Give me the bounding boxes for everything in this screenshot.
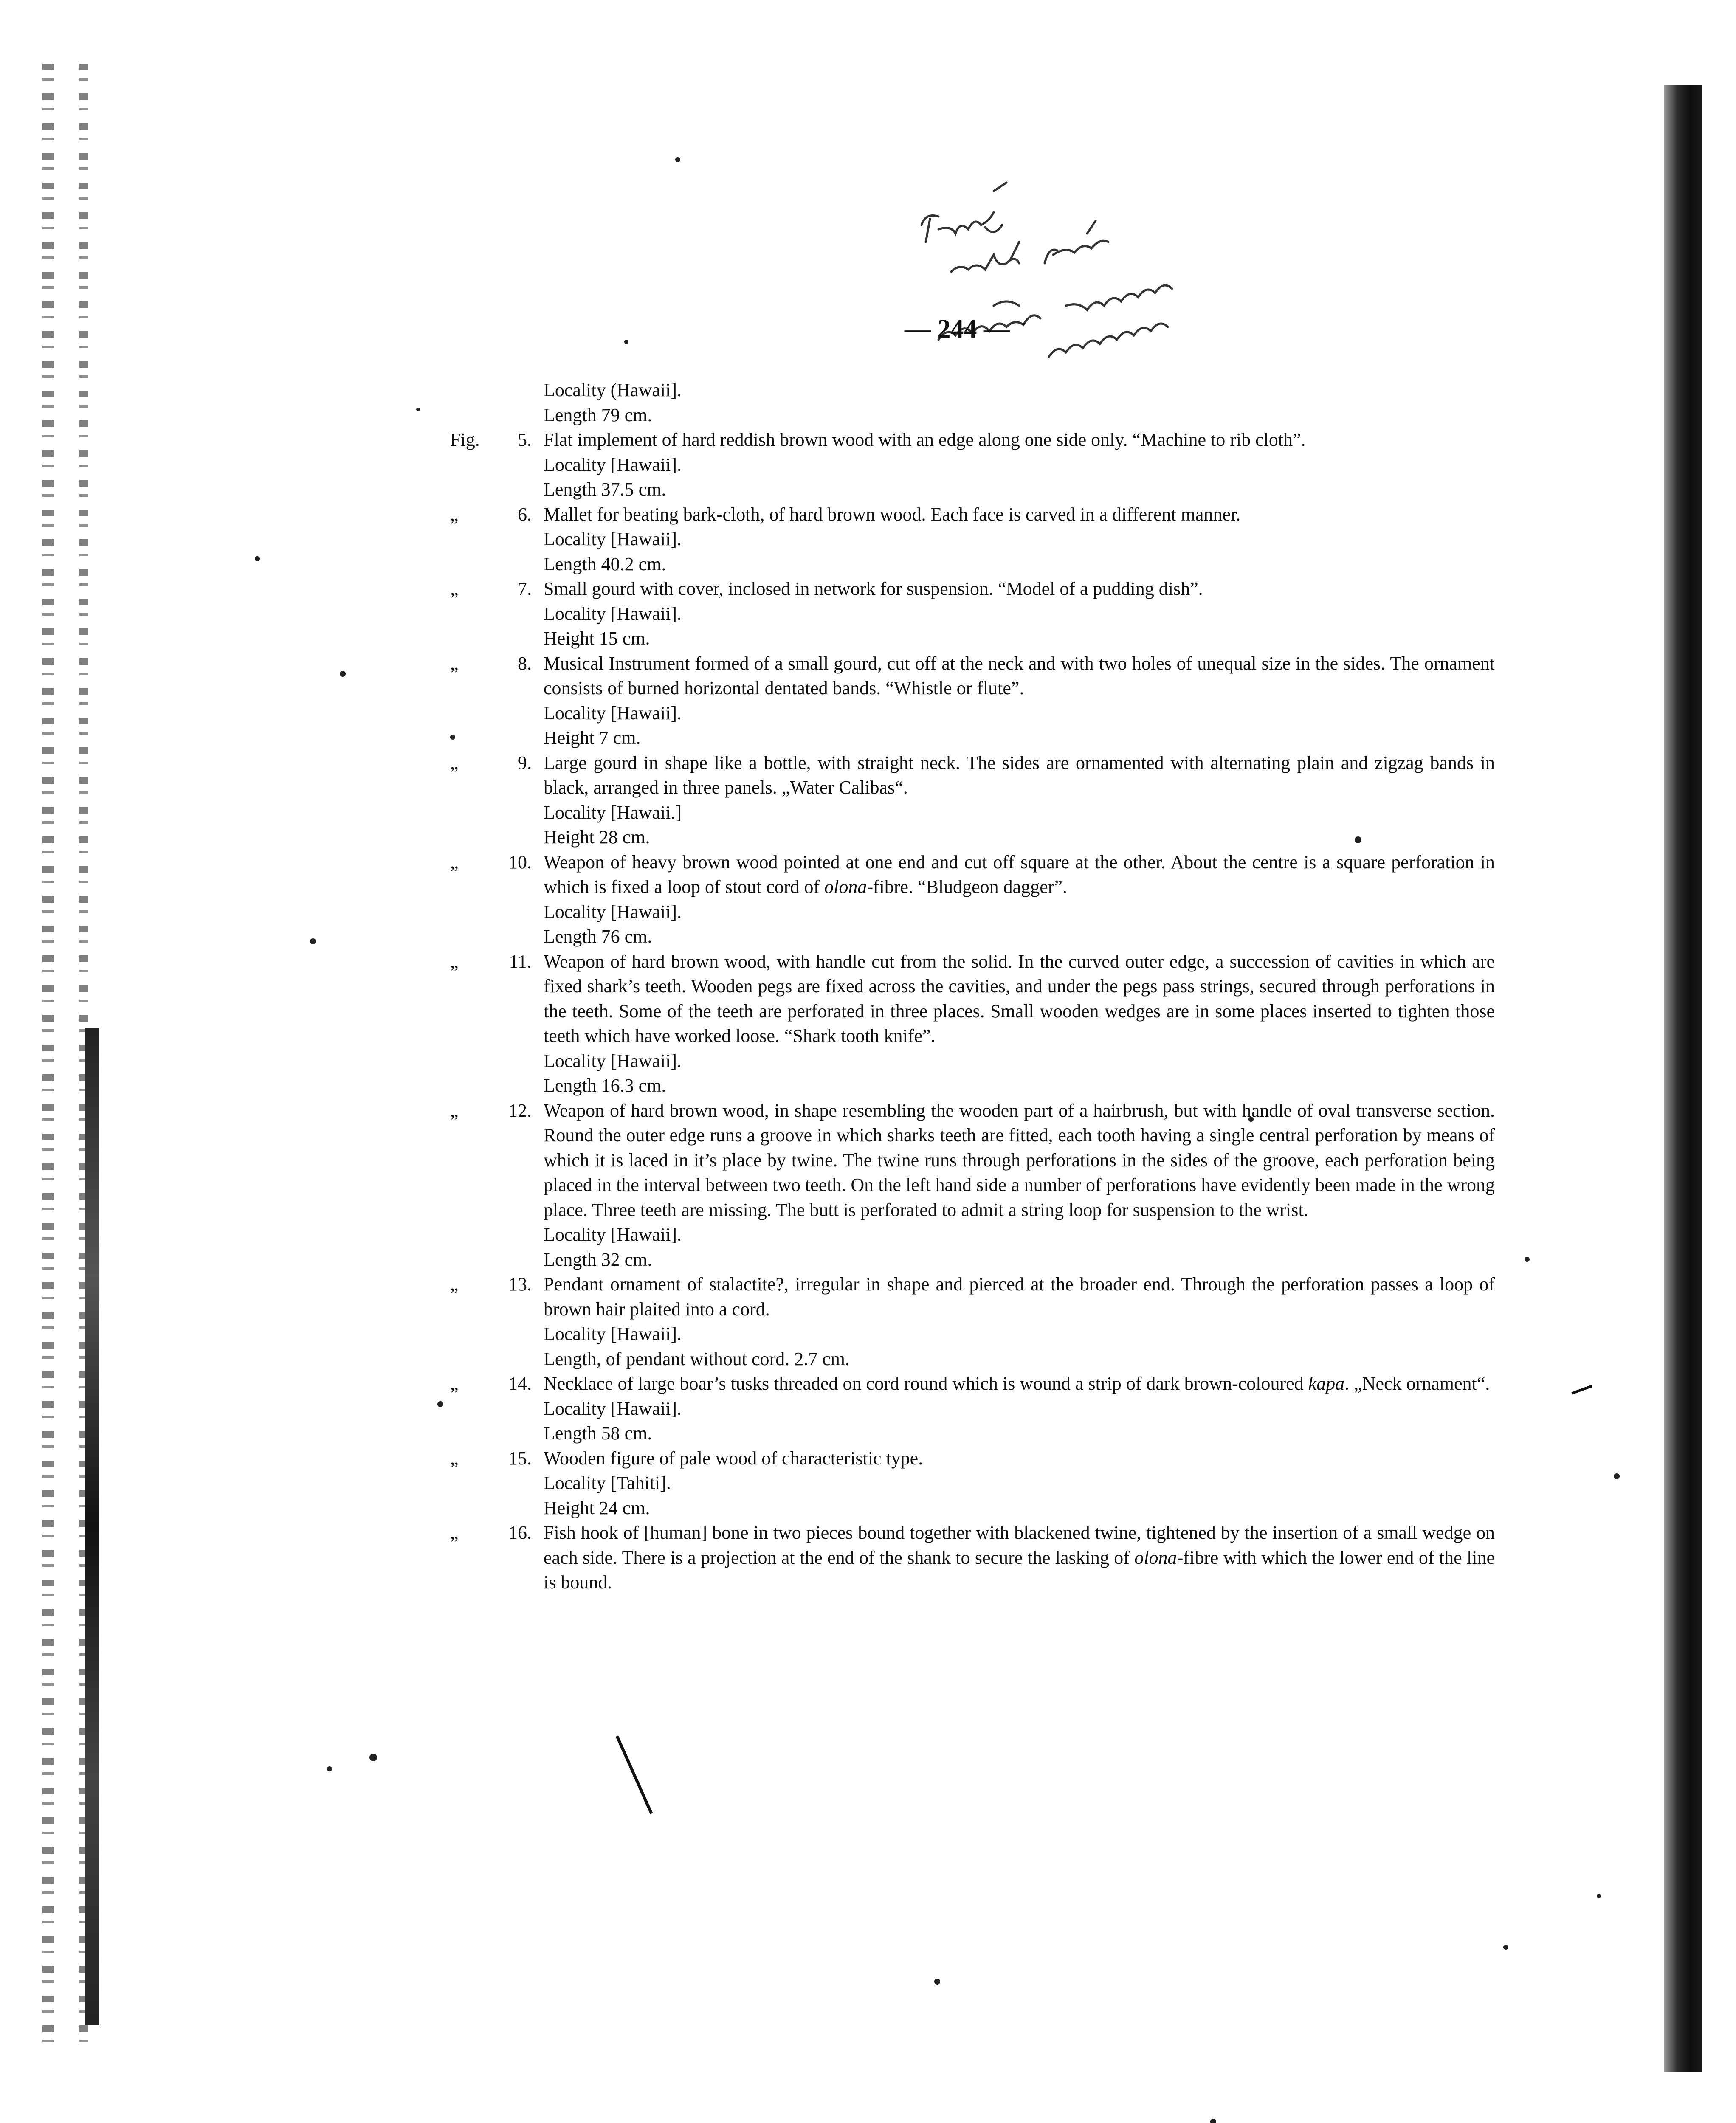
ditto-mark: „ [450,752,459,773]
scan-speck [624,340,628,344]
entry-number: 5. [518,429,532,450]
measurement-line: Length 40.2 cm. [544,553,666,574]
scan-speck [310,938,316,944]
ditto-mark: „ [450,1274,459,1295]
catalogue-text [450,378,1495,1595]
measurement-line: Length 58 cm. [544,1423,652,1444]
entry-number: 14. [508,1373,532,1394]
entry-body [544,502,1495,577]
catalogue-entry [450,577,1495,651]
entry-body [544,1446,1495,1521]
entry-number: 7. [518,578,532,599]
entry-description: Wooden figure of pale wood of characteristic type. [544,1447,923,1469]
measurement-line: Height 7 cm. [544,727,641,748]
catalogue-entry [450,502,1495,577]
measurement-line: Length 32 cm. [544,1249,652,1270]
ditto-mark: „ [450,653,459,674]
entry-number: 11. [509,951,532,972]
scan-speck [1597,1894,1601,1898]
scan-speck [416,408,420,411]
entry-number: 16. [508,1522,532,1543]
scan-speck [1503,1945,1508,1950]
measurement-line: Height 15 cm. [544,628,650,649]
locality-line: Locality [Tahiti]. [544,1473,671,1493]
entry-body [544,1371,1495,1446]
catalogue-entry [450,850,1495,949]
scan-edge-right [1664,85,1702,2072]
scan-edge-left-bar [85,1028,99,2025]
locality-line: Locality [Hawaii]. [544,529,682,549]
entry-description: Pendant ornament of stalactite?, irregular in shape and pierced at the broader end. Through the perforation passes a loop of brown hair plaited into a cord. [544,1274,1495,1320]
ditto-mark: „ [450,851,459,873]
catalogue-entry [450,1272,1495,1371]
entry-body [544,577,1495,651]
catalogue-entry [450,751,1495,850]
entry-number: 15. [508,1447,532,1469]
locality-line: Locality [Hawaii]. [544,454,682,475]
entry-body [544,1098,1495,1273]
scan-speck [1525,1257,1530,1262]
catalogue-entry [450,1371,1495,1446]
catalogue-entry [450,651,1495,751]
entry-body [544,651,1495,751]
entry-body [544,850,1495,949]
ditto-mark: „ [450,1522,459,1543]
scan-speck [934,1979,940,1985]
measurement-line: Length 79 cm. [544,404,652,425]
catalogue-entry [450,949,1495,1098]
scan-speck [327,1766,332,1771]
ditto-mark: „ [450,1447,459,1469]
pen-stroke [1571,1385,1592,1395]
catalogue-entry [450,1098,1495,1273]
entry-body [544,949,1495,1098]
pen-stroke [616,1735,653,1814]
measurement-line: Length 76 cm. [544,926,652,947]
entry-description: Weapon of hard brown wood, in shape resembling the wooden part of a hairbrush, but with handle of oval transverse section. Round the outer edge runs a groove in which sharks teeth are fitted, each tooth having a single central perforation by means of which it is laced in it’s place by twine. The twine runs through perforations in the sides of the groove, each perforation being placed in the interval between two teeth. On the left hand side a number of perforations have evidently been made in the wrong place. Three teeth are missing. The butt is perforated to admit a string loop for suspension to the wrist. [544,1100,1495,1220]
locality-line: Locality [Hawaii]. [544,1224,682,1245]
entry-number: 9. [518,752,532,773]
scan-speck [340,671,346,677]
measurement-line: Length 16.3 cm. [544,1075,666,1096]
entry-number: 6. [518,504,532,525]
scan-speck [437,1401,443,1407]
locality-line: Locality [Hawaii]. [544,901,682,922]
page-number: — 244 — [905,315,1010,344]
entry-number: 8. [518,653,532,674]
scan-speck [675,157,680,162]
measurement-line: Height 24 cm. [544,1497,650,1518]
ditto-mark: „ [450,1100,459,1121]
entry-description: Weapon of heavy brown wood pointed at one end and cut off square at the other. About the centre is a square perforation in which is fixed a loop of stout cord of olona-fibre. “Bludgeon dagger”. [544,851,1495,897]
entry-description: Musical Instrument formed of a small gourd, cut off at the neck and with two holes of unequal size in the sides. The ornament consists of burned horizontal dentated bands. “Whistle or flute”. [544,653,1495,698]
locality-line: Locality [Hawaii.] [544,802,682,823]
entry-body [544,1520,1495,1595]
locality-line: Locality (Hawaii]. [544,380,682,400]
catalogue-entry [450,1520,1495,1595]
continued-entry [544,378,1495,428]
ditto-mark: „ [450,1373,459,1394]
scan-speck [1614,1473,1620,1479]
scan-speck [1210,2119,1216,2123]
scan-speck [255,556,260,561]
entry-description: Necklace of large boar’s tusks threaded on cord round which is wound a strip of dark brown-coloured kapa. „Neck ornament“. [544,1373,1490,1394]
measurement-line: Length 37.5 cm. [544,479,666,500]
entry-number: 12. [508,1100,532,1121]
entry-description: Flat implement of hard reddish brown wood with an edge along one side only. “Machine to rib cloth”. [544,429,1306,450]
entry-body [544,751,1495,850]
catalogue-entry [450,428,1495,502]
locality-line: Locality [Hawaii]. [544,702,682,724]
entry-description: Large gourd in shape like a bottle, with straight neck. The sides are ornamented with alternating plain and zigzag bands in black, arranged in three panels. „Water Calibas“. [544,752,1495,798]
ditto-mark: „ [450,578,459,599]
catalogue-entry [450,1446,1495,1521]
entry-body [544,428,1495,502]
measurement-line: Height 28 cm. [544,827,650,848]
entry-number: 13. [508,1274,532,1295]
entry-description: Fish hook of [human] bone in two pieces bound together with blackened twine, tightened by the insertion of a small wedge on each side. There is a projection at the end of the shank to secure the lasking of olona-fibre with which the lower end of the line is bound. [544,1522,1495,1593]
entry-description: Weapon of hard brown wood, with handle cut from the solid. In the curved outer edge, a succession of cavities in which are fixed shark’s teeth. Wooden pegs are fixed across the cavities, and under the pegs pass strings, secured through perforations in the teeth. Some of the teeth are perforated in three places. Small wooden wedges are in some places inserted to tighten those teeth which have worked loose. “Shark tooth knife”. [544,951,1495,1046]
locality-line: Locality [Hawaii]. [544,1323,682,1344]
locality-line: Locality [Hawaii]. [544,1050,682,1071]
measurement-line: Length, of pendant without cord. 2.7 cm. [544,1348,850,1369]
ditto-mark: „ [450,504,459,525]
scan-speck [369,1754,377,1761]
entry-description: Mallet for beating bark-cloth, of hard brown wood. Each face is carved in a different manner. [544,504,1241,525]
locality-line: Locality [Hawaii]. [544,1398,682,1419]
entry-description: Small gourd with cover, inclosed in network for suspension. “Model of a pudding dish”. [544,578,1203,599]
locality-line: Locality [Hawaii]. [544,603,682,624]
entry-body [544,1272,1495,1371]
ditto-mark: „ [450,951,459,972]
fig-label: Fig. [450,429,480,450]
entry-number: 10. [508,851,532,873]
